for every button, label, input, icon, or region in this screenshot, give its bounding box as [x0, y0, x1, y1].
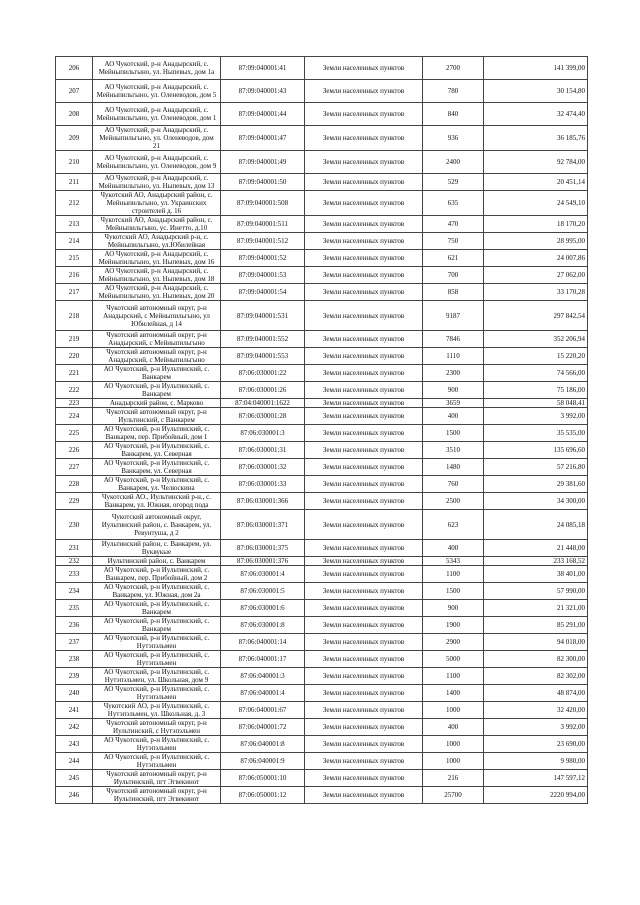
land-category-cell: Земли населенных пунктов	[305, 787, 423, 804]
area-cell: 216	[423, 770, 484, 787]
land-category-cell: Земли населенных пунктов	[305, 668, 423, 685]
cadastral-number-cell: 87:09:040001:53	[221, 267, 305, 284]
area-cell: 1100	[423, 668, 484, 685]
row-number: 221	[56, 365, 93, 382]
area-cell: 840	[423, 103, 484, 126]
table-row	[56, 365, 588, 382]
area-cell: 2700	[423, 57, 484, 80]
cadastral-cost-cell: 141 399,00	[484, 57, 588, 80]
cadastral-cost-cell: 58 048,41	[484, 399, 588, 408]
land-category-cell: Земли населенных пунктов	[305, 634, 423, 651]
cadastral-number-cell: 87:06:050001:12	[221, 787, 305, 804]
row-number: 230	[56, 510, 93, 540]
area-cell: 470	[423, 216, 484, 233]
area-cell: 5343	[423, 557, 484, 566]
land-category-cell: Земли населенных пунктов	[305, 103, 423, 126]
row-number: 239	[56, 668, 93, 685]
row-number: 242	[56, 719, 93, 736]
cadastral-cost-cell: 21 321,00	[484, 600, 588, 617]
area-cell: 25700	[423, 787, 484, 804]
cadastral-number-cell: 87:06:030001:28	[221, 408, 305, 425]
address-cell: Чукотский АО., Иультинский р-н., с. Ванкарем, ул. Южная, огород пода	[93, 493, 221, 510]
area-cell: 1480	[423, 459, 484, 476]
area-cell: 400	[423, 719, 484, 736]
row-number: 229	[56, 493, 93, 510]
address-cell: Чукотский автономный округ, р-н Иультинский, с Нутэпэльмен	[93, 719, 221, 736]
address-cell: АО Чукотский, р-н Анадырский, с. Мейныпильгыно, ул. Оленеводов, дом 21	[93, 126, 221, 151]
cadastral-number-cell: 87:06:030001:8	[221, 617, 305, 634]
table-row	[56, 493, 588, 510]
row-number: 216	[56, 267, 93, 284]
cadastral-number-cell: 87:06:030001:33	[221, 476, 305, 493]
land-category-cell: Земли населенных пунктов	[305, 510, 423, 540]
land-category-cell: Земли населенных пунктов	[305, 459, 423, 476]
address-cell: АО Чукотский, р-н Иультинский, с. Ванкарем, пер. Прибойный, дом 2	[93, 566, 221, 583]
address-cell: Иультинский район, с. Ванкарем	[93, 557, 221, 566]
table-row	[56, 267, 588, 284]
cadastral-cost-cell: 28 995,00	[484, 233, 588, 250]
table-row	[56, 685, 588, 702]
cadastral-cost-cell: 233 168,52	[484, 557, 588, 566]
cadastral-cost-cell: 36 185,76	[484, 126, 588, 151]
row-number: 214	[56, 233, 93, 250]
land-category-cell: Земли населенных пунктов	[305, 174, 423, 191]
cadastral-number-cell: 87:09:040001:49	[221, 151, 305, 174]
area-cell: 5000	[423, 651, 484, 668]
cadastral-cost-cell: 38 401,00	[484, 566, 588, 583]
address-cell: Чукотский автономный округ, р-н Иультинский, пгт Эгвекинот	[93, 770, 221, 787]
cadastral-number-cell: 87:09:040001:50	[221, 174, 305, 191]
row-number: 211	[56, 174, 93, 191]
table-row	[56, 174, 588, 191]
land-category-cell: Земли населенных пунктов	[305, 80, 423, 103]
row-number: 215	[56, 250, 93, 267]
table-row	[56, 459, 588, 476]
table-row	[56, 80, 588, 103]
area-cell: 780	[423, 80, 484, 103]
address-cell: АО Чукотский, р-н Иультинский, с. Нутэпэльмен	[93, 753, 221, 770]
address-cell: Чукотский автономный округ, Иультинский район, с. Ванкарем, ул. Ревунтуша, д 2	[93, 510, 221, 540]
row-number: 208	[56, 103, 93, 126]
row-number: 236	[56, 617, 93, 634]
area-cell: 2900	[423, 634, 484, 651]
land-category-cell: Земли населенных пунктов	[305, 583, 423, 600]
area-cell: 900	[423, 382, 484, 399]
cadastral-number-cell: 87:09:040001:52	[221, 250, 305, 267]
land-category-cell: Земли населенных пунктов	[305, 617, 423, 634]
table-row	[56, 566, 588, 583]
address-cell: АО Чукотский, р-н Иультинский, с. Ванкарем, пер. Прибойный, дом 1	[93, 425, 221, 442]
cadastral-number-cell: 87:06:040001:72	[221, 719, 305, 736]
table-row	[56, 787, 588, 804]
land-category-cell: Земли населенных пунктов	[305, 566, 423, 583]
row-number: 224	[56, 408, 93, 425]
land-category-cell: Земли населенных пунктов	[305, 382, 423, 399]
cadastral-number-cell: 87:06:040001:3	[221, 668, 305, 685]
cadastral-cost-cell: 82 302,00	[484, 668, 588, 685]
area-cell: 2500	[423, 493, 484, 510]
area-cell: 1900	[423, 617, 484, 634]
address-cell: АО Чукотский, р-н Анадырский, с. Мейныпильгыно, ул. Ныпевых, дом 16	[93, 250, 221, 267]
cadastral-number-cell: 87:06:030001:26	[221, 382, 305, 399]
address-cell: АО Чукотский, р-н Иультинский, с. Нутэпэльмен	[93, 651, 221, 668]
table-row	[56, 284, 588, 301]
address-cell: Чукотский автономный округ, р-н Анадырский, с Мейныпильгыно	[93, 331, 221, 348]
cadastral-cost-cell: 33 170,28	[484, 284, 588, 301]
cadastral-cost-cell: 32 474,40	[484, 103, 588, 126]
cadastral-cost-cell: 27 062,00	[484, 267, 588, 284]
table-row	[56, 583, 588, 600]
cadastral-number-cell: 87:06:040001:4	[221, 685, 305, 702]
land-category-cell: Земли населенных пунктов	[305, 476, 423, 493]
table-row	[56, 382, 588, 399]
table-row	[56, 233, 588, 250]
table-row	[56, 651, 588, 668]
row-number: 218	[56, 301, 93, 331]
land-category-cell: Земли населенных пунктов	[305, 493, 423, 510]
cadastral-number-cell: 87:06:030001:3	[221, 425, 305, 442]
row-number: 240	[56, 685, 93, 702]
address-cell: Чукотский автономный округ, р-н Иультинский, с Ванкарем	[93, 408, 221, 425]
area-cell: 700	[423, 267, 484, 284]
cadastral-number-cell: 87:06:030001:5	[221, 583, 305, 600]
cadastral-cost-cell: 18 170,20	[484, 216, 588, 233]
land-category-cell: Земли населенных пунктов	[305, 702, 423, 719]
row-number: 226	[56, 442, 93, 459]
row-number: 231	[56, 540, 93, 557]
cadastral-number-cell: 87:06:030001:31	[221, 442, 305, 459]
row-number: 241	[56, 702, 93, 719]
row-number: 238	[56, 651, 93, 668]
table-row	[56, 702, 588, 719]
cadastral-cost-cell: 352 206,94	[484, 331, 588, 348]
cadastral-cost-cell: 20 451,14	[484, 174, 588, 191]
row-number: 244	[56, 753, 93, 770]
area-cell: 936	[423, 126, 484, 151]
table-row	[56, 476, 588, 493]
cadastral-number-cell: 87:09:040001:552	[221, 331, 305, 348]
table-row	[56, 442, 588, 459]
row-number: 232	[56, 557, 93, 566]
land-category-cell: Земли населенных пунктов	[305, 267, 423, 284]
cadastral-cost-cell: 57 216,80	[484, 459, 588, 476]
land-plots-table	[55, 56, 588, 804]
row-number: 225	[56, 425, 93, 442]
row-number: 233	[56, 566, 93, 583]
land-category-cell: Земли населенных пунктов	[305, 284, 423, 301]
table-row	[56, 399, 588, 408]
address-cell: АО Чукотский, р-н Иультинский, с. Ванкарем, ул. Челюскина	[93, 476, 221, 493]
area-cell: 635	[423, 191, 484, 216]
row-number: 219	[56, 331, 93, 348]
cadastral-number-cell: 87:06:040001:67	[221, 702, 305, 719]
land-category-cell: Земли населенных пунктов	[305, 425, 423, 442]
land-category-cell: Земли населенных пунктов	[305, 442, 423, 459]
row-number: 209	[56, 126, 93, 151]
land-category-cell: Земли населенных пунктов	[305, 348, 423, 365]
area-cell: 2300	[423, 365, 484, 382]
cadastral-cost-cell: 21 448,00	[484, 540, 588, 557]
cadastral-number-cell: 87:09:040001:553	[221, 348, 305, 365]
table-row	[56, 753, 588, 770]
address-cell: Чукотский автономный округ, р-н Анадырский, с Мейныпильгыно, ул Юбилейная, д 14	[93, 301, 221, 331]
area-cell: 1110	[423, 348, 484, 365]
cadastral-cost-cell: 35 535,00	[484, 425, 588, 442]
cadastral-cost-cell: 24 085,18	[484, 510, 588, 540]
table-row	[56, 736, 588, 753]
table-row	[56, 408, 588, 425]
address-cell: АО Чукотский, р-н Иультинский, с. Нутэпэльмен	[93, 736, 221, 753]
cadastral-cost-cell: 94 018,00	[484, 634, 588, 651]
cadastral-number-cell: 87:04:040001:1622	[221, 399, 305, 408]
land-category-cell: Земли населенных пунктов	[305, 250, 423, 267]
area-cell: 1000	[423, 753, 484, 770]
cadastral-cost-cell: 32 420,00	[484, 702, 588, 719]
table-row	[56, 425, 588, 442]
area-cell: 400	[423, 540, 484, 557]
row-number: 223	[56, 399, 93, 408]
table-row	[56, 103, 588, 126]
address-cell: Чукотский АО, р-н Иультинский, с. Нутэпэльмен, ул. Школьная, д. 3	[93, 702, 221, 719]
cadastral-number-cell: 87:09:040001:54	[221, 284, 305, 301]
land-category-cell: Земли населенных пунктов	[305, 770, 423, 787]
table-row	[56, 510, 588, 540]
cadastral-cost-cell: 147 597,12	[484, 770, 588, 787]
area-cell: 858	[423, 284, 484, 301]
area-cell: 2400	[423, 151, 484, 174]
area-cell: 400	[423, 408, 484, 425]
cadastral-cost-cell: 30 154,80	[484, 80, 588, 103]
row-number: 222	[56, 382, 93, 399]
table-row	[56, 770, 588, 787]
table-row	[56, 719, 588, 736]
address-cell: Чукотский АО, Анадырский район, с. Мейныпильгыно, ул. Украинских строителей д. 16	[93, 191, 221, 216]
area-cell: 750	[423, 233, 484, 250]
cadastral-number-cell: 87:09:040001:43	[221, 80, 305, 103]
area-cell: 3510	[423, 442, 484, 459]
cadastral-cost-cell: 24 007,86	[484, 250, 588, 267]
area-cell: 1400	[423, 685, 484, 702]
area-cell: 760	[423, 476, 484, 493]
land-category-cell: Земли населенных пунктов	[305, 126, 423, 151]
address-cell: АО Чукотский, р-н Иультинский, с. Нутэпэльмен	[93, 634, 221, 651]
table-row	[56, 57, 588, 80]
cadastral-cost-cell: 23 690,00	[484, 736, 588, 753]
land-category-cell: Земли населенных пунктов	[305, 301, 423, 331]
address-cell: АО Чукотский, р-н Иультинский, с. Нутэпэльмен, ул. Школьная, дом 9	[93, 668, 221, 685]
table-row	[56, 216, 588, 233]
address-cell: АО Чукотский, р-н Иультинский, с. Ванкарем	[93, 617, 221, 634]
row-number: 217	[56, 284, 93, 301]
address-cell: Чукотский автономный округ, р-н Анадырский, с Мейныпильгыно	[93, 348, 221, 365]
land-category-cell: Земли населенных пунктов	[305, 365, 423, 382]
table-row	[56, 250, 588, 267]
row-number: 237	[56, 634, 93, 651]
row-number: 207	[56, 80, 93, 103]
cadastral-cost-cell: 82 300,00	[484, 651, 588, 668]
cadastral-number-cell: 87:06:040001:17	[221, 651, 305, 668]
address-cell: АО Чукотский, р-н Анадырский, с. Мейныпильгыно, ул. Оленеводов, дом 1	[93, 103, 221, 126]
cadastral-number-cell: 87:06:040001:8	[221, 736, 305, 753]
area-cell: 1100	[423, 566, 484, 583]
table-row	[56, 348, 588, 365]
table-row	[56, 301, 588, 331]
address-cell: АО Чукотский, р-н Иультинский, с. Ванкарем	[93, 600, 221, 617]
cadastral-number-cell: 87:06:030001:376	[221, 557, 305, 566]
land-category-cell: Земли населенных пунктов	[305, 651, 423, 668]
cadastral-number-cell: 87:09:040001:508	[221, 191, 305, 216]
row-number: 245	[56, 770, 93, 787]
cadastral-cost-cell: 15 220,20	[484, 348, 588, 365]
address-cell: АО Чукотский, р-н Иультинский, с. Ванкарем, ул. Северная	[93, 442, 221, 459]
row-number: 234	[56, 583, 93, 600]
cadastral-cost-cell: 297 842,54	[484, 301, 588, 331]
cadastral-number-cell: 87:09:040001:41	[221, 57, 305, 80]
row-number: 235	[56, 600, 93, 617]
table-row	[56, 600, 588, 617]
area-cell: 623	[423, 510, 484, 540]
land-category-cell: Земли населенных пунктов	[305, 57, 423, 80]
cadastral-cost-cell: 3 992,00	[484, 719, 588, 736]
land-category-cell: Земли населенных пунктов	[305, 719, 423, 736]
area-cell: 1500	[423, 583, 484, 600]
area-cell: 9187	[423, 301, 484, 331]
address-cell: АО Чукотский, р-н Анадырский, с. Мейныпильгыно, ул. Оленеводов, дом 9	[93, 151, 221, 174]
table-row	[56, 126, 588, 151]
cadastral-number-cell: 87:06:040001:9	[221, 753, 305, 770]
cadastral-cost-cell: 29 381,60	[484, 476, 588, 493]
area-cell: 1500	[423, 425, 484, 442]
cadastral-cost-cell: 48 874,00	[484, 685, 588, 702]
address-cell: АО Чукотский, р-н Анадырский, с. Мейныпильгыно, ул. Оленеводов, дом 5	[93, 80, 221, 103]
area-cell: 7846	[423, 331, 484, 348]
table-body	[56, 57, 588, 804]
cadastral-cost-cell: 9 980,00	[484, 753, 588, 770]
area-cell: 1000	[423, 702, 484, 719]
cadastral-cost-cell: 34 300,00	[484, 493, 588, 510]
table-row	[56, 331, 588, 348]
table-row	[56, 617, 588, 634]
row-number: 213	[56, 216, 93, 233]
address-cell: АО Чукотский, р-н Иультинский, с. Нутэпэльмен	[93, 685, 221, 702]
land-category-cell: Земли населенных пунктов	[305, 753, 423, 770]
row-number: 228	[56, 476, 93, 493]
area-cell: 621	[423, 250, 484, 267]
address-cell: АО Чукотский, р-н Иультинский, с. Ванкарем, ул. Северная	[93, 459, 221, 476]
cadastral-cost-cell: 135 696,60	[484, 442, 588, 459]
table-row	[56, 634, 588, 651]
cadastral-number-cell: 87:06:030001:22	[221, 365, 305, 382]
address-cell: АО Чукотский, р-н Анадырский, с. Мейныпильгыно, ул. Ныпевых, дом 1а	[93, 57, 221, 80]
address-cell: Иультинский район, с. Ванкарем, ул. Вуквукые	[93, 540, 221, 557]
land-category-cell: Земли населенных пунктов	[305, 408, 423, 425]
row-number: 210	[56, 151, 93, 174]
address-cell: Чукотский АО, Анадырский р-н, с. Мейныпильгыно, ул.Юбилейная	[93, 233, 221, 250]
land-category-cell: Земли населенных пунктов	[305, 233, 423, 250]
cadastral-cost-cell: 92 784,00	[484, 151, 588, 174]
table-row	[56, 191, 588, 216]
land-category-cell: Земли населенных пунктов	[305, 685, 423, 702]
table-row	[56, 540, 588, 557]
row-number: 227	[56, 459, 93, 476]
address-cell: АО Чукотский, р-н Иультинский, с. Ванкарем	[93, 365, 221, 382]
cadastral-number-cell: 87:09:040001:531	[221, 301, 305, 331]
row-number: 220	[56, 348, 93, 365]
cadastral-cost-cell: 2220 994,00	[484, 787, 588, 804]
cadastral-cost-cell: 3 992,00	[484, 408, 588, 425]
address-cell: АО Чукотский, р-н Анадырский, с. Мейныпильгыно, ул. Ныпевых, дом 13	[93, 174, 221, 191]
address-cell: АО Чукотский, р-н Анадырский, с. Мейныпильгыно, ул. Ныпевых, дом 20	[93, 284, 221, 301]
cadastral-number-cell: 87:06:030001:371	[221, 510, 305, 540]
area-cell: 1000	[423, 736, 484, 753]
cadastral-number-cell: 87:06:030001:375	[221, 540, 305, 557]
land-category-cell: Земли населенных пунктов	[305, 399, 423, 408]
land-category-cell: Земли населенных пунктов	[305, 736, 423, 753]
cadastral-number-cell: 87:09:040001:512	[221, 233, 305, 250]
cadastral-number-cell: 87:06:030001:6	[221, 600, 305, 617]
cadastral-number-cell: 87:09:040001:44	[221, 103, 305, 126]
cadastral-number-cell: 87:06:030001:366	[221, 493, 305, 510]
address-cell: АО Чукотский, р-н Анадырский, с. Мейныпильгыно, ул. Ныпевых, дом 18	[93, 267, 221, 284]
cadastral-number-cell: 87:06:050001:10	[221, 770, 305, 787]
land-category-cell: Земли населенных пунктов	[305, 557, 423, 566]
cadastral-cost-cell: 75 186,00	[484, 382, 588, 399]
address-cell: Чукотский АО, Анадырский район, с. Мейныпильгыно, ус. Инетто, д.10	[93, 216, 221, 233]
area-cell: 900	[423, 600, 484, 617]
cadastral-number-cell: 87:09:040001:511	[221, 216, 305, 233]
land-category-cell: Земли населенных пунктов	[305, 151, 423, 174]
cadastral-cost-cell: 57 990,00	[484, 583, 588, 600]
row-number: 212	[56, 191, 93, 216]
table-row	[56, 668, 588, 685]
address-cell: Анадырский район, с. Марково	[93, 399, 221, 408]
area-cell: 529	[423, 174, 484, 191]
land-category-cell: Земли населенных пунктов	[305, 331, 423, 348]
area-cell: 3659	[423, 399, 484, 408]
cadastral-cost-cell: 74 566,00	[484, 365, 588, 382]
land-category-cell: Земли населенных пунктов	[305, 216, 423, 233]
address-cell: АО Чукотский, р-н Иультинский, с. Ванкарем	[93, 382, 221, 399]
cadastral-cost-cell: 85 291,00	[484, 617, 588, 634]
table-row	[56, 151, 588, 174]
land-category-cell: Земли населенных пунктов	[305, 540, 423, 557]
cadastral-number-cell: 87:06:030001:4	[221, 566, 305, 583]
land-category-cell: Земли населенных пунктов	[305, 600, 423, 617]
cadastral-number-cell: 87:06:030001:32	[221, 459, 305, 476]
cadastral-number-cell: 87:09:040001:47	[221, 126, 305, 151]
row-number: 246	[56, 787, 93, 804]
row-number: 206	[56, 57, 93, 80]
address-cell: АО Чукотский, р-н Иультинский, с. Ванкарем, ул. Южная, дом 2а	[93, 583, 221, 600]
table-row	[56, 557, 588, 566]
cadastral-cost-cell: 24 549,10	[484, 191, 588, 216]
land-category-cell: Земли населенных пунктов	[305, 191, 423, 216]
cadastral-number-cell: 87:06:040001:14	[221, 634, 305, 651]
address-cell: Чукотский автономный округ, р-н Иультинский, пгт Эгвекинот	[93, 787, 221, 804]
row-number: 243	[56, 736, 93, 753]
